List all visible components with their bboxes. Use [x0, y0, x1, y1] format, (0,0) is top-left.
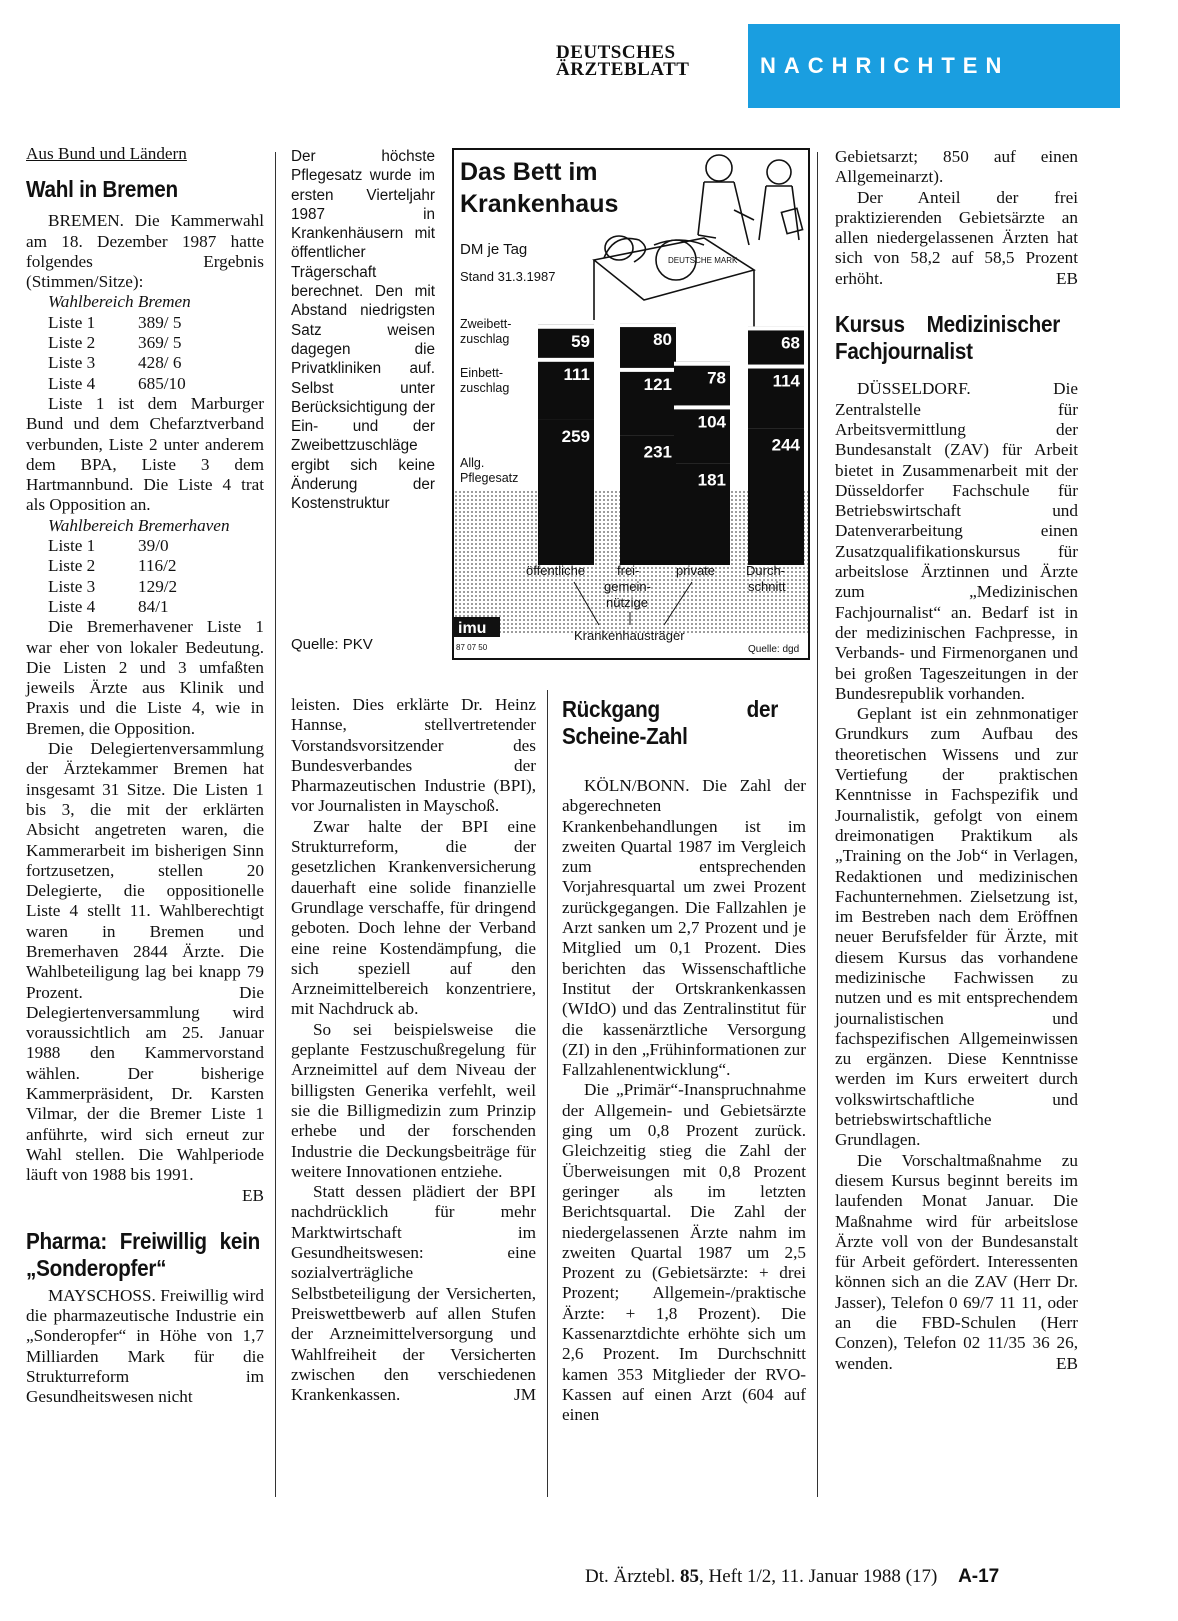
bar-value-label: 68: [781, 333, 800, 353]
paragraph: Die „Primär“-Inanspruchnahme der Allgemein- und Gebietsärzte ging um 0,8 Prozent zurück. Gleichzeitig stieg die Zahl der Überweisungen mit 0,8 Prozent geringer als im letzten Berichtsquartal. Die Zahl der niedergelassenen Ärzte nahm im zweiten Quartal 1987 um 2,5 Prozent zu (Gebietsärzte: + drei Prozent; Allgemein-/praktische Ärzte: + 1,8 Prozent). Die Kassenarztdichte erhöhte sich um 2,6 Prozent. Im Durchschnitt kamen 353 Mitglieder der RVO-Kassen auf einen Arzt (604 auf einen: [562, 1080, 806, 1425]
paragraph: Die Vorschaltmaßnahme zu diesem Kursus beginnt bereits im laufenden Monat Januar. Die Maßnahme wird für arbeitslose Ärzte voll von der Bundesanstalt für Arbeit gefördert. Interessenten können sich an die ZAV (Herr Dr. Jasser), Telefon 0 69/7 11 11, oder an die FBD-Schulen (Herr Conzen), Telefon 02 11/35 36 26, wenden.: [835, 1150, 1078, 1373]
category-label-frei-line3: nützige: [606, 595, 648, 610]
legend-pflegesatz-line1: Allg.: [460, 456, 485, 470]
bar-value-label: 259: [561, 426, 590, 446]
bar-value-label: 78: [707, 368, 726, 388]
hospital-illustration: [594, 155, 803, 330]
result-row: Liste 4 84/1: [48, 596, 169, 616]
chart-unit: DM je Tag: [460, 241, 528, 258]
result-row: Liste 3 428/ 6: [48, 353, 182, 373]
headline-kursus: Kursus Medizinischer Fachjournalist: [835, 311, 1060, 365]
category-label-private: private: [676, 563, 716, 578]
bar-value-label: 244: [771, 435, 800, 455]
column-rule: [547, 690, 548, 1497]
legend-pflegesatz-line2: Pflegesatz: [460, 471, 519, 485]
bar-separator: [674, 405, 730, 409]
result-row: Liste 4 685/10: [48, 373, 186, 393]
imu-logo-text: imu: [458, 620, 487, 637]
bed-cost-chart: [452, 148, 810, 660]
paragraph: Die Delegiertenversammlung der Ärztekammer Bremen hat insgesamt 31 Sitze. Die Listen 1 bis 3, die mit der erklärten Absicht angetreten waren, die Kammerarbeit im bisherigen Sinn fortzusetzen, stellen 20 Delegierte, die oppositionelle Liste 4 stellt 11. Wahlberechtigt waren in Bremen und Bremerhaven 2844 Ärzte. Die Wahlbeteiligung lag bei knapp 79 Prozent. Die Delegiertenversammlung wird voraussichtlich am 25. Januar 1988 den Kammervorstand wählen. Der bisherige Kammerpräsident, Dr. Karsten Vilmar, der die Bremer Liste 1 anführte, wird sich erneut zur Wahl stellen. Die Wahlperiode läuft von 1988 bis 1991.: [26, 739, 264, 1185]
footer-volume: 85: [679, 1566, 699, 1587]
paragraph: Geplant ist ein zehnmonatiger Grundkurs zum Aufbau des theoretischen Wissens und zur Vertiefung der praktischen Kenntnisse in Fachspezifik und Journalistik, gefolgt von einem dreimonatigen Praktikum als „Training on the Job“ in Verlagen, Redaktionen und medizinischen Fachunternehmen. Zielsetzung ist, im Bestreben nach dem Eröffnen neuer Berufsfelder für Ärzte, mit diesem Kursus das vorhandene medizinische Fachwissen zu nutzen und es mit entsprechendem journalistischen und fachspezifischen Allgemeinwissen zu ergänzen. Diese Kenntnisse werden im Kurs erweitert durch volkswirtschaftliche und betriebswirtschaftliche Grundlagen.: [835, 704, 1078, 1150]
chart-caption: [291, 147, 435, 514]
bar-value-label: 121: [643, 374, 672, 394]
column-2-lower: [291, 695, 536, 1406]
result-row: Liste 1 39/0: [48, 536, 169, 556]
headline-pharma: Pharma: Freiwillig kein „Sonderopfer“: [26, 1227, 260, 1281]
kicker: Aus Bund und Ländern: [26, 144, 187, 163]
column-3-lower: [562, 696, 806, 1426]
legend-zweibett-line2: zuschlag: [460, 332, 510, 346]
result-row: Liste 2 116/2: [48, 556, 177, 576]
bar-value-label: 111: [563, 364, 590, 384]
paragraph: DÜSSELDORF. Die Zentralstelle für Arbeitsvermittlung der Bundesanstalt (ZAV) für Arbeit bietet in Zusammenarbeit mit der Düsseldorfer Fachschule für Betriebswirtschaft und Datenverarbeitung einen Zusatzqualifikationskursus für arbeitslose Ärztinnen und Ärzte zum „Medizinischen Fachjournalist“ an. Bedarf ist in der medizinischen Fachpresse, in Verbands- und Firmenorganen und bei großen Tageszeitungen in der Bundesrepublik vorhanden.: [835, 379, 1078, 703]
subheading: Wahlbereich Bremen: [48, 292, 191, 312]
paragraph: Die Bremerhavener Liste 1 war eher von lokaler Bedeutung. Die Listen 2 und 3 umfaßten jeweils Ärzte aus Klinik und Praxis und die Liste 4, wie in Bremen, die Opposition.: [26, 617, 264, 738]
paragraph: So sei beispielsweise die geplante Festzuschußregelung für Arzneimittel auf dem Niveau der billigsten Generika verfehlt, weil sie die Billigmedizin zum Prinzip erhebe und der forschenden Industrie die Deckungsbeiträge für weitere Innovationen entziehe.: [291, 1019, 536, 1181]
category-label-oeffentliche: öffentliche: [526, 563, 586, 578]
author-signature: JM: [514, 1385, 536, 1405]
bar-value-label: 231: [643, 442, 672, 462]
chart-code: 87 07 50: [456, 643, 488, 652]
masthead-line2: ÄRZTEBLATT: [556, 59, 690, 80]
bar-separator: [538, 358, 594, 362]
column-rule: [275, 152, 276, 1497]
section-label: NACHRICHTEN: [760, 53, 1010, 78]
chart-stand: Stand 31.3.1987: [460, 269, 556, 284]
legend-zweibett-line1: Zweibett-: [460, 317, 512, 331]
category-label-frei-line2: gemein-: [604, 579, 651, 594]
chart-title-line2: Krankenhaus: [460, 190, 619, 218]
badge-text: DEUTSCHE MARK: [668, 256, 738, 265]
paragraph: leisten. Dies erklärte Dr. Heinz Hannse, stellvertretender Vorstandsvorsitzender des Bundesverbandes der Pharmazeutischen Industrie (BPI), vor Journalisten in Mayschoß.: [291, 695, 536, 816]
page-footer: [585, 1566, 999, 1588]
footer-citation-b: , Heft 1/2, 11. Januar 1988 (17): [698, 1566, 938, 1587]
column-rule: [817, 152, 818, 1497]
bar-value-label: 181: [697, 470, 726, 490]
bar-value-label: 59: [571, 331, 590, 351]
bar-separator: [674, 362, 730, 366]
paragraph: Liste 1 ist dem Marburger Bund und dem Chefarztverband verbunden, Liste 2 unter anderem dem BPA, Liste 3 dem Hartmannbund. Die Liste 4 trat als Opposition an.: [26, 393, 264, 515]
result-row: Liste 1 389/ 5: [48, 312, 182, 332]
bar-separator: [620, 323, 676, 327]
paragraph: Zwar halte der BPI eine Strukturreform, die der gesetzlichen Krankenversicherung dauerhaft eine solide finanzielle Grundlage verschaffe, für dringend geboten. Doch lehne der Verband eine reine Kostendämpfung, die sich speziell auf den Arzneimittelbereich konzentriere, mit Nachdruck ab.: [291, 816, 536, 1019]
page-number: A-17: [958, 1566, 1000, 1587]
category-label-frei-line1: frei-: [617, 563, 640, 578]
subheading: Wahlbereich Bremerhaven: [48, 515, 230, 535]
category-label-durch-line1: Durch-: [746, 563, 786, 578]
legend-einbett-line2: zuschlag: [460, 381, 510, 395]
category-label-durch-line2: schnitt: [748, 579, 786, 594]
masthead: [556, 44, 689, 78]
bars-group: [538, 323, 804, 565]
column-1: [26, 144, 264, 1408]
masthead-line1: DEUTSCHES: [556, 42, 676, 63]
result-row: Liste 3 129/2: [48, 576, 178, 596]
author-signature: EB: [1056, 269, 1078, 289]
caption-source: Quelle: PKV: [291, 636, 373, 653]
paragraph: Statt dessen plädiert der BPI nachdrücklich für mehr Marktwirtschaft im Gesundheitswesen: eine sozialverträgliche Selbstbeteiligung der Versicherten, Preiswettbewerb auf allen Stufen der Arzneimittelversorgung und Wahlfreiheit der Versicherten zwischen den verschiedenen Krankenkassen.: [291, 1182, 536, 1405]
bar-value-label: 114: [772, 371, 800, 391]
bar-separator: [748, 326, 804, 330]
x-axis-label: Krankenhausträger: [574, 628, 685, 643]
legend-einbett-line1: Einbett-: [460, 366, 504, 380]
results-bremen: [26, 313, 264, 394]
author-signature: EB: [1056, 1353, 1078, 1373]
chart-title-line1: Das Bett im: [460, 158, 598, 186]
bar-separator: [538, 325, 594, 329]
bar-value-label: 104: [697, 412, 726, 432]
paragraph: Der Anteil der frei praktizierenden Gebietsärzte an allen niedergelassenen Ärzten hat sich von 58,2 auf 58,5 Prozent erhöht.: [835, 187, 1078, 288]
bar-value-label: 80: [653, 330, 672, 350]
headline-wahl-bremen: Wahl in Bremen: [26, 176, 178, 203]
caption-text: Der höchste Pflegesatz wurde im ersten Vierteljahr 1987 in Krankenhäusern mit öffentlicher Trägerschaft berechnet. Den mit Abstand niedrigsten Satz weisen dagegen die Privatkliniken auf. Selbst unter Berücksichtigung der Ein- und der Zweibettzuschläge ergibt sich keine Änderung der Kostenstruktur: [291, 148, 435, 513]
results-bremerhaven: [26, 536, 264, 617]
paragraph: Gebietsarzt; 850 auf einen Allgemeinarzt).: [835, 147, 1078, 187]
paragraph: BREMEN. Die Kammerwahl am 18. Dezember 1987 hatte folgendes Ergebnis (Stimmen/Sitze):: [26, 211, 264, 292]
result-row: Liste 2 369/ 5: [48, 333, 182, 353]
bar-separator: [748, 365, 804, 369]
bar-separator: [620, 368, 676, 372]
paragraph: MAYSCHOSS. Freiwillig wird die pharmazeutische Industrie ein „Sonderopfer“ in Höhe von 1,7 Milliarden Mark für die Strukturreform im Gesundheitswesen nicht: [26, 1285, 264, 1407]
headline-scheine-zahl: Rückgang der Scheine-Zahl: [562, 696, 778, 749]
author-signature: EB: [242, 1185, 264, 1205]
footer-citation-a: Dt. Ärztebl.: [585, 1566, 680, 1587]
column-4: [835, 147, 1078, 1374]
paragraph: KÖLN/BONN. Die Zahl der abgerechneten Krankenbehandlungen ist im zweiten Quartal 1987 im Vergleich zum entsprechenden Vorjahresquartal um zwei Prozent zurückgegangen. Die Fallzahlen je Arzt sanken um 2,7 Prozent und je Mitglied um 0,1 Prozent. Dies berichten das Wissenschaftliche Institut der Ortskrankenkassen (WIdO) und das Zentralinstitut für die kassenärztliche Versorgung (ZI) in den „Frühinformationen zur Fallzahlenentwicklung“.: [562, 776, 806, 1080]
section-bar: [748, 24, 1120, 108]
chart-source: Quelle: dgd: [748, 644, 800, 655]
